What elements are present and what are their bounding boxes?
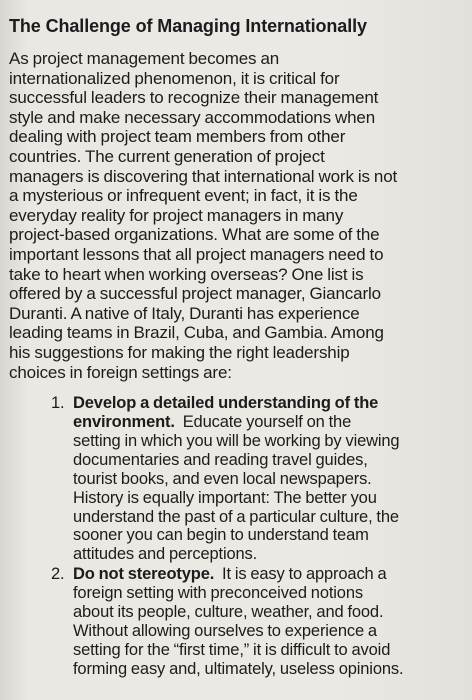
list-item-line: tourist books, and even local newspapers.	[73, 469, 372, 488]
list-item-line: foreign setting with preconceived notions	[73, 584, 363, 603]
list-item-heading: Do not stereotype.	[73, 565, 215, 584]
list-item-line: History is equally important: The better you	[73, 488, 377, 507]
paragraph-line: his suggestions for making the right leadership	[9, 342, 350, 362]
list-item-line	[73, 394, 460, 413]
list-item-line	[73, 565, 460, 584]
list-item-line: setting in which you will be working by viewing	[73, 431, 400, 450]
suggestions-list	[8, 394, 460, 679]
intro-paragraph	[9, 49, 460, 382]
page-title: The Challenge of Managing Internationally	[9, 16, 367, 36]
paragraph-line: Duranti. A native of Italy, Duranti has experience	[9, 303, 360, 323]
paragraph-line: choices in foreign settings are:	[9, 362, 232, 382]
paragraph-line: project-based organizations. What are some of the	[9, 225, 380, 245]
list-item-heading: Develop a detailed understanding of the	[73, 394, 379, 413]
list-item-number: 1.	[51, 394, 65, 413]
paragraph-line: managers is discovering that international work is not	[9, 166, 398, 186]
paragraph-line: leading teams in Brazil, Cuba, and Gambia. Among	[9, 323, 384, 343]
list-item-body: It is easy to approach a	[222, 565, 387, 584]
list-item-line	[73, 413, 460, 432]
paragraph-line: a mysterious or infrequent event; in fact, it is the	[9, 186, 358, 206]
list-item-line: forming easy and, ultimately, useless opinions.	[73, 659, 404, 678]
list-item	[8, 394, 460, 564]
paragraph-line: countries. The current generation of project	[9, 146, 325, 166]
paragraph-line: important lessons that all project managers need to	[9, 244, 384, 264]
paragraph-line: successful leaders to recognize their management	[9, 88, 379, 108]
list-item	[8, 565, 460, 678]
list-item-line: Without allowing ourselves to experience a	[73, 621, 377, 640]
paragraph-line: take to heart when working overseas? One list is	[9, 264, 364, 284]
list-item-line: attitudes and perceptions.	[73, 545, 258, 564]
list-item-line: setting for the “first time,” it is difficult to avoid	[73, 640, 391, 659]
paragraph-line: internationalized phenomenon, it is critical for	[9, 68, 340, 88]
list-item-line: documentaries and reading travel guides,	[73, 450, 368, 469]
list-item-body: Educate yourself on the	[182, 413, 352, 431]
list-item-number: 2.	[51, 565, 65, 584]
paragraph-line: dealing with project team members from other	[9, 127, 346, 147]
paragraph-line: offered by a successful project manager, Giancarlo	[9, 284, 381, 304]
paragraph-line: everyday reality for project managers in many	[9, 205, 344, 225]
list-item-heading: environment.	[73, 413, 175, 431]
paragraph-line: style and make necessary accommodations when	[9, 107, 376, 127]
list-item-line: sooner you can begin to understand team	[73, 526, 369, 545]
paragraph-line: As project management becomes an	[9, 49, 280, 68]
list-item-line: about its people, culture, weather, and food.	[73, 603, 384, 622]
list-item-line: understand the past of a particular culture, the	[73, 507, 399, 526]
